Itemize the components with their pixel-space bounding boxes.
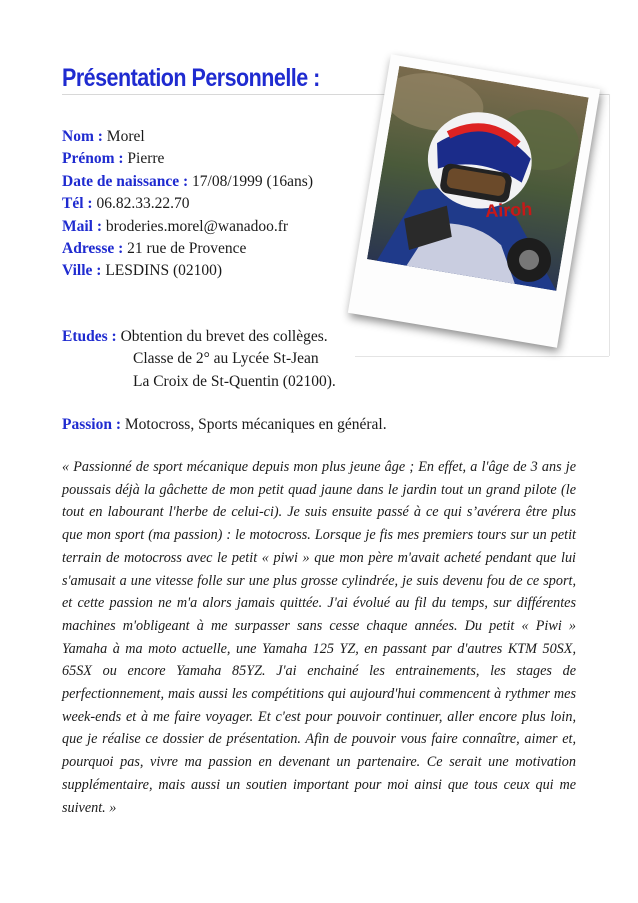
nom-label: Nom : <box>62 128 103 145</box>
city-value: LESDINS (02100) <box>105 262 223 280</box>
address-label: Adresse : <box>62 240 124 258</box>
studies-line-2: Classe de 2° au Lycée St-Jean <box>133 350 319 368</box>
city-label: Ville : <box>62 262 102 280</box>
identity-block <box>62 126 313 283</box>
motocross-rider-image <box>367 66 589 291</box>
helmet-brand-text: Airoh <box>484 199 533 222</box>
studies-line-3: La Croix de St-Quentin (02100). <box>133 372 336 390</box>
frame-line-vertical <box>609 94 610 356</box>
identity-row-prenom <box>62 148 313 170</box>
prenom-label: Prénom : <box>62 150 124 168</box>
identity-row-address <box>62 238 313 260</box>
identity-row-nom <box>62 126 313 148</box>
address-value: 21 rue de Provence <box>127 240 247 258</box>
phone-label: Tél : <box>62 195 93 213</box>
frame-line-horizontal <box>355 356 609 357</box>
identity-row-phone <box>62 193 313 215</box>
polaroid-photo <box>348 54 600 347</box>
nom-value: Morel <box>106 128 145 145</box>
studies-line-1: Obtention du brevet des collèges. <box>120 328 328 345</box>
identity-row-mail <box>62 216 313 238</box>
studies-row-1 <box>62 326 336 348</box>
studies-label: Etudes : <box>62 328 117 345</box>
birthdate-label: Date de naissance : <box>62 172 189 190</box>
identity-row-birthdate <box>62 171 313 193</box>
prenom-value: Pierre <box>127 150 165 168</box>
page-title: Présentation Personnelle : <box>62 64 320 92</box>
passion-value: Motocross, Sports mécaniques en général. <box>124 416 387 433</box>
studies-block <box>62 326 336 393</box>
birthdate-value: 17/08/1999 (16ans) <box>192 172 314 190</box>
identity-row-city <box>62 260 313 282</box>
passion-label: Passion : <box>62 416 121 433</box>
phone-value: 06.82.33.22.70 <box>96 195 190 213</box>
passion-block <box>62 416 387 434</box>
mail-value: broderies.morel@wanadoo.fr <box>105 217 289 235</box>
mail-label: Mail : <box>62 217 103 235</box>
passion-quote: « Passionné de sport mécanique depuis mon plus jeune âge ; En effet, a l'âge de 3 ans je poussais déjà la gâchette de mon petit quad jaune dans le jardin tout un grand pilote (le tout en labourant l'herbe de celui-ci). Je suis ensuite passé à ce qui s’avérera être plus que mon sport (ma passion) : le motocross. Lorsque je fis mes premiers tours sur un petit terrain de motocross avec le petit « piwi » que mon père m'avait acheté pendant que lui s'amusait a une vitesse folle sur une plus grosse cylindrée, je suis devenu fou de ce sport, et cette passion ne m'a alors jamais quittée. J'ai évolué au fil du temps, sur différentes machines m'obligeant à me surpasser sans cesse chaque années. Du petit « Piwi » Yamaha à ma moto actuelle, une Yamaha 125 YZ, en passant par d'autres KTM 50SX, 65SX ou encore Yamaha 85YZ. J'ai enchainé les entrainements, les stages de perfectionnement, mais aussi les compétitions qui aujourd'hui commencent à rythmer mes week-ends et à me faire voyager. Et c'est pour pouvoir continuer, aller encore plus loin, que je réalise ce dossier de présentation. Afin de pouvoir vous faire connaître, aimer et, pourquoi pas, vivre ma passion en devenant un partenaire. Ce serait une motivation supplémentaire, mais aussi un soutien important pour moi ainsi que tous ceux qui me suivent. » <box>62 459 576 816</box>
